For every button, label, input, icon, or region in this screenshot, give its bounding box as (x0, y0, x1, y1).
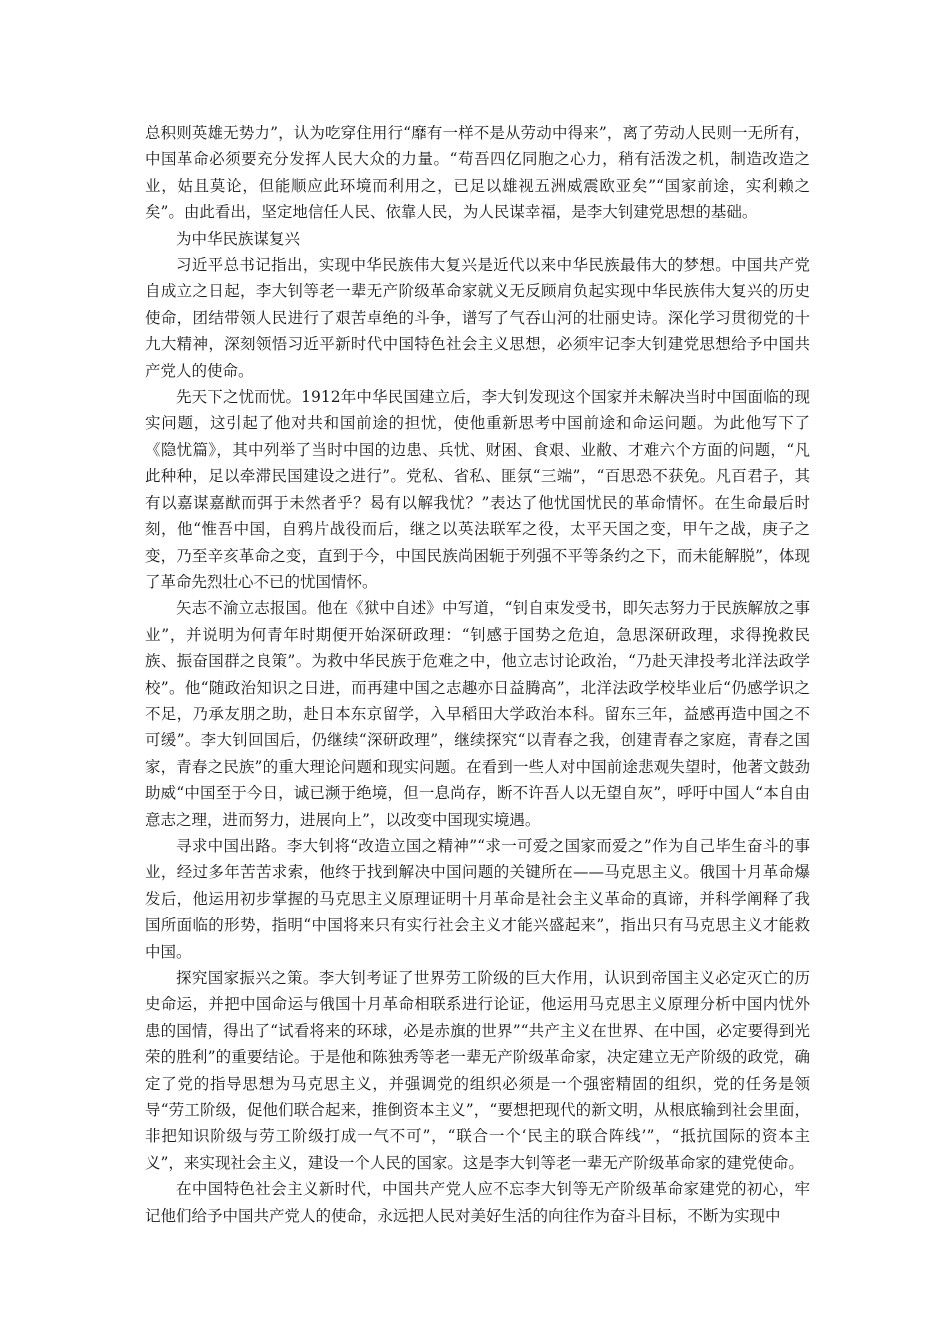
section-heading-rejuvenation: 为中华民族谋复兴 (176, 229, 301, 248)
paragraph-new-era: 在中国特色社会主义新时代，中国共产党人应不忘李大钊等无产阶级革命家建党的初心，牢记他们给予中国共产党人的使命，永远把人民对美好生活的向往作为奋斗目标，不断为实现中 (145, 1180, 810, 1225)
paragraph-worry: 先天下之忧而忧。1912年中华民国建立后，李大钊发现这个国家并未解决当时中国面临的现实问题，这引起了他对共和国前途的担忧，使他重新思考中国前途和命运问题。为此他写下了《隐忧篇》，其中列举了当时中国的边患、兵忧、财困、食艰、业敝、才难六个方面的问题，“凡此种种，足以牵滞民国建设之进行”。党私、省私、匪氛“三端”，“百思恐不获免。凡百君子，其有以嘉谋嘉猷而弭于未然者乎？曷有以解我忧？”表达了他忧国忧民的革命情怀。在生命最后时刻，他“惟吾中国，自鸦片战役而后，继之以英法联军之役，太平天国之变，甲午之战，庚子之变，乃至辛亥革命之变，直到于今，中国民族尚困轭于列强不平等条约之下，而未能解脱”，体现了革命先烈壮心不已的忧国情怀。 (145, 388, 810, 591)
paragraph-revival-strategy: 探究国家振兴之策。李大钊考证了世界劳工阶级的巨大作用，认识到帝国主义必定灭亡的历史命运，并把中国命运与俄国十月革命相联系进行论证，他运用马克思主义原理分析中国内忧外患的国情，得出了“试看将来的环球，必是赤旗的世界”“共产主义在世界、在中国，必定要得到光荣的胜利”的重要结论。于是他和陈独秀等老一辈无产阶级革命家，决定建立无产阶级的政党，确定了党的指导思想为马克思主义，并强调党的组织必须是一个强密精固的组织，党的任务是领导“劳工阶级，促他们联合起来，推倒资本主义”，“要想把现代的新文明，从根底输到社会里面，非把知识阶级与劳工阶级打成一气不可”，“联合一个‘民主的联合阵线’”，“抵抗国际的资本主义”，来实现社会主义，建设一个人民的国家。这是李大钊等老一辈无产阶级革命家的建党使命。 (145, 969, 810, 1172)
paragraph-xi-quote: 习近平总书记指出，实现中华民族伟大复兴是近代以来中华民族最伟大的梦想。中国共产党自成立之日起，李大钊等老一辈无产阶级革命家就义无反顾肩负起实现中华民族伟大复兴的历史使命，团结带领人民进行了艰苦卓绝的斗争，谱写了气吞山河的壮丽史诗。深化学习贯彻党的十九大精神，深刻领悟习近平新时代中国特色社会主义思想，必须牢记李大钊建党思想给予中国共产党人的使命。 (145, 256, 810, 380)
paragraph-seek-path: 寻求中国出路。李大钊将“改造立国之精神”“求一可爱之国家而爱之”作为自己毕生奋斗的事业，经过多年苦苦求索，他终于找到解决中国问题的关键所在——马克思主义。俄国十月革命爆发后，他运用初步掌握的马克思主义原理证明十月革命是社会主义革命的真谛，并科学阐释了我国所面临的形势，指明“中国将来只有实行社会主义才能兴盛起来”，指出只有马克思主义才能救中国。 (145, 836, 810, 961)
document-page (145, 120, 810, 1229)
paragraph-serve-country: 矢志不渝立志报国。他在《狱中自述》中写道，“钊自束发受书，即矢志努力于民族解放之事业”，并说明为何青年时期便开始深研政理：“钊感于国势之危迫，急思深研政理，求得挽救民族、振奋国群之良策”。为救中华民族于危难之中，他立志讨论政治，“乃赴天津投考北洋法政学校”。他“随政治知识之日进，而再建中国之志趣亦日益腾高”，北洋法政学校毕业后“仍感学识之不足，乃承友朋之助，赴日本东京留学，入早稻田大学政治本科。留东三年，益感再造中国之不可缓”。李大钊回国后，仍继续“深研政理”，继续探究“以青春之我，创建青春之家庭，青春之国家，青春之民族”的重大理论问题和现实问题。在看到一些人对中国前途悲观失望时，他著文鼓劲助威“中国至于今日，诚已濒于绝境，但一息尚存，断不许吾人以无望自灰”，呼吁中国人“本自由意志之理，进而努力，进展向上”，以改变中国现实境遇。 (145, 599, 810, 829)
paragraph-people-foundation: 总积则英雄无势力”，认为吃穿住用行“靡有一样不是从劳动中得来”，离了劳动人民则一无所有，中国革命必须要充分发挥人民大众的力量。“苟吾四亿同胞之心力，稍有活泼之机，制造改造之业，姑且莫论，但能顺应此环境而利用之，已足以雄视五洲威震欧亚矣”“国家前途，实利赖之矣”。由此看出，坚定地信任人民、依靠人民，为人民谋幸福，是李大钊建党思想的基础。 (145, 124, 810, 222)
